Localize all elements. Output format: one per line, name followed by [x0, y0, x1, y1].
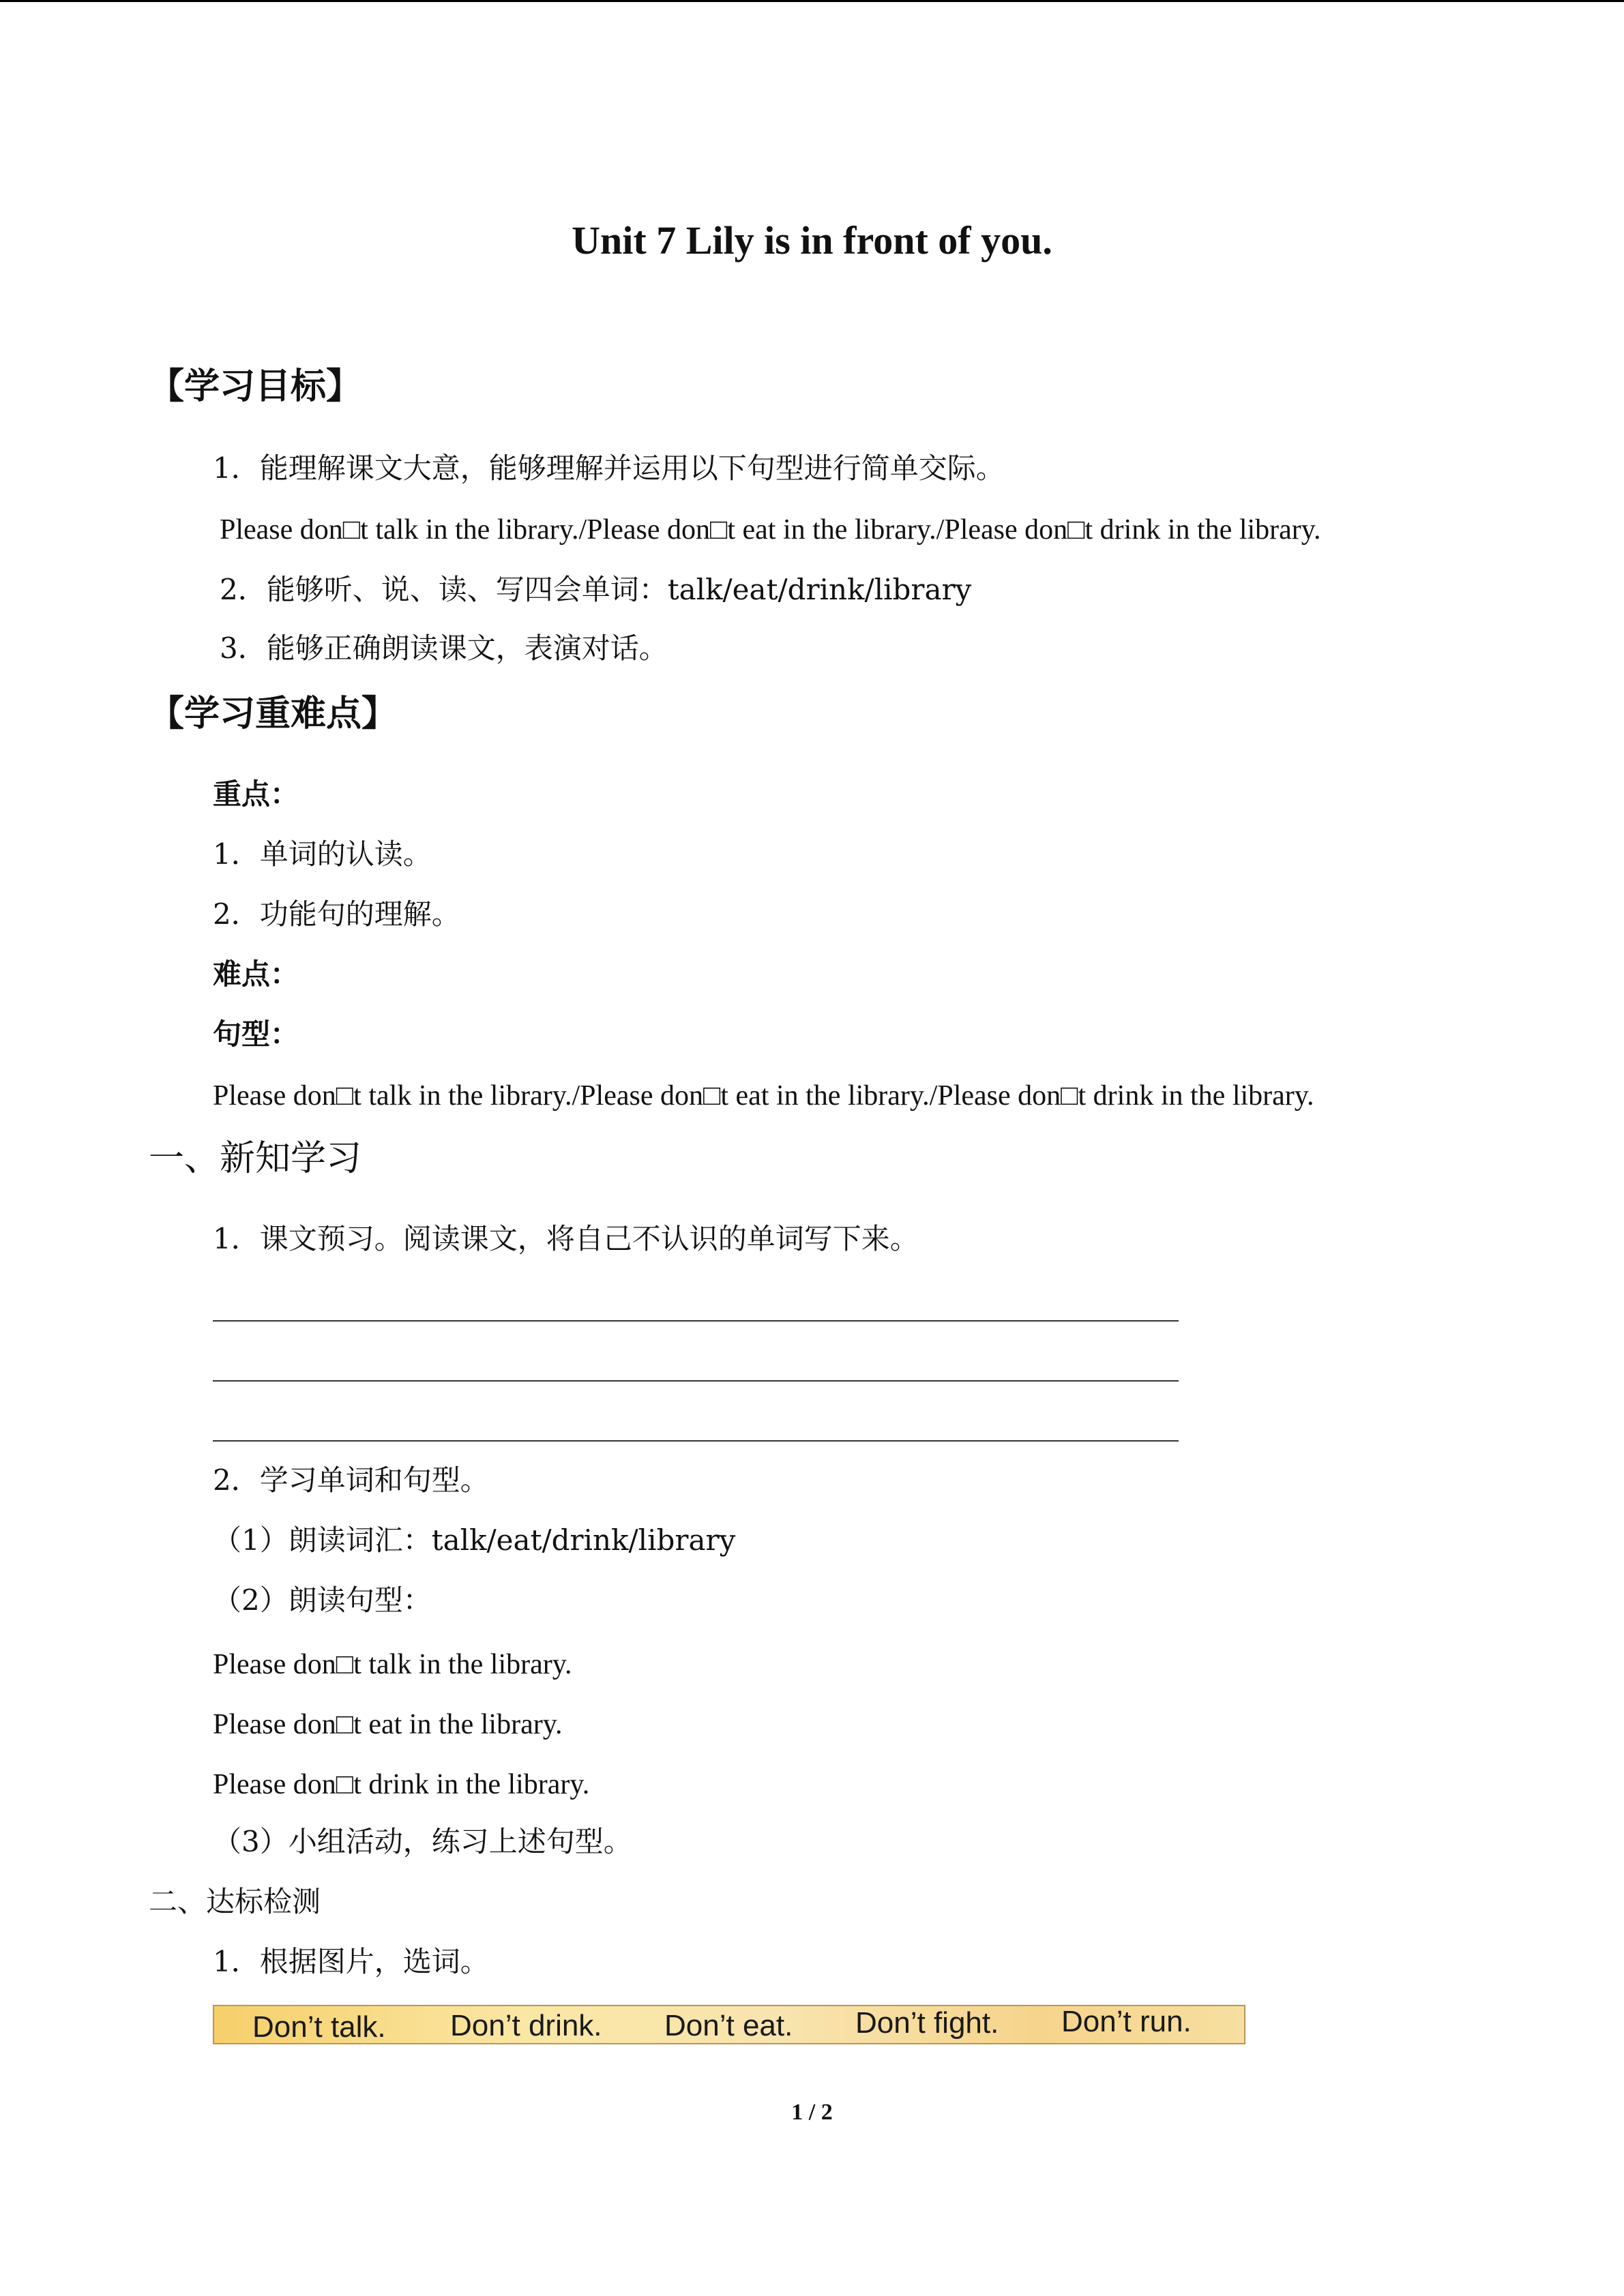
word-option[interactable]: Don’t eat. [664, 2009, 793, 2042]
sentence-talk: Please don□t talk in the library. [213, 1649, 572, 1680]
word-option[interactable]: Don’t fight. [855, 2006, 999, 2040]
page-number: 1 / 2 [791, 2100, 833, 2125]
sentence-eat: Please don□t eat in the library. [213, 1709, 563, 1740]
pattern-label: 句型： [213, 1017, 299, 1051]
part1-item-1: 1．课文预习。阅读课文，将自己不认识的单词写下来。 [213, 1222, 919, 1255]
goal-item-2: 2．能够听、说、读、写四会单词：talk/eat/drink/library [220, 573, 972, 606]
answer-line-3[interactable] [213, 1440, 1179, 1442]
key-points-heading: 【学习重难点】 [149, 693, 398, 734]
word-option[interactable]: Don’t talk. [252, 2010, 386, 2044]
answer-line-1[interactable] [213, 1320, 1179, 1322]
group-activity: （3）小组活动，练习上述句型。 [213, 1825, 632, 1858]
part2-heading: 二、达标检测 [149, 1885, 321, 1918]
sentence-drink: Please don□t drink in the library. [213, 1769, 590, 1800]
part1-item-2: 2．学习单词和句型。 [213, 1463, 489, 1497]
focus-item-1: 1．单词的认读。 [213, 837, 432, 871]
goal-item-1-sentences: Please don□t talk in the library./Please don□t eat in the library./Please don□t drink in the library. [220, 514, 1321, 546]
goals-heading: 【学习目标】 [149, 366, 362, 407]
answer-line-2[interactable] [213, 1380, 1179, 1382]
pattern-reading: （2）朗读句型： [213, 1583, 432, 1617]
word-option[interactable]: Don’t drink. [450, 2009, 602, 2042]
word-option[interactable]: Don’t run. [1061, 2005, 1192, 2038]
part2-item-1: 1．根据图片，选词。 [213, 1945, 489, 1978]
page-top-border [0, 0, 1624, 2]
difficulty-label: 难点： [213, 957, 299, 991]
goal-item-3: 3．能够正确朗读课文，表演对话。 [220, 631, 668, 665]
goal-item-1: 1．能理解课文大意，能够理解并运用以下句型进行简单交际。 [213, 451, 1005, 485]
part1-heading: 一、新知学习 [149, 1138, 362, 1179]
pattern-sentences: Please don□t talk in the library./Please don□t eat in the library./Please don□t drink in the library. [213, 1080, 1314, 1112]
focus-label: 重点： [213, 777, 299, 811]
vocab-reading: （1）朗读词汇：talk/eat/drink/library [213, 1523, 736, 1557]
focus-item-2: 2．功能句的理解。 [213, 897, 460, 931]
page-title: Unit 7 Lily is in front of you. [572, 218, 1052, 263]
word-bank-banner [213, 2005, 1245, 2044]
